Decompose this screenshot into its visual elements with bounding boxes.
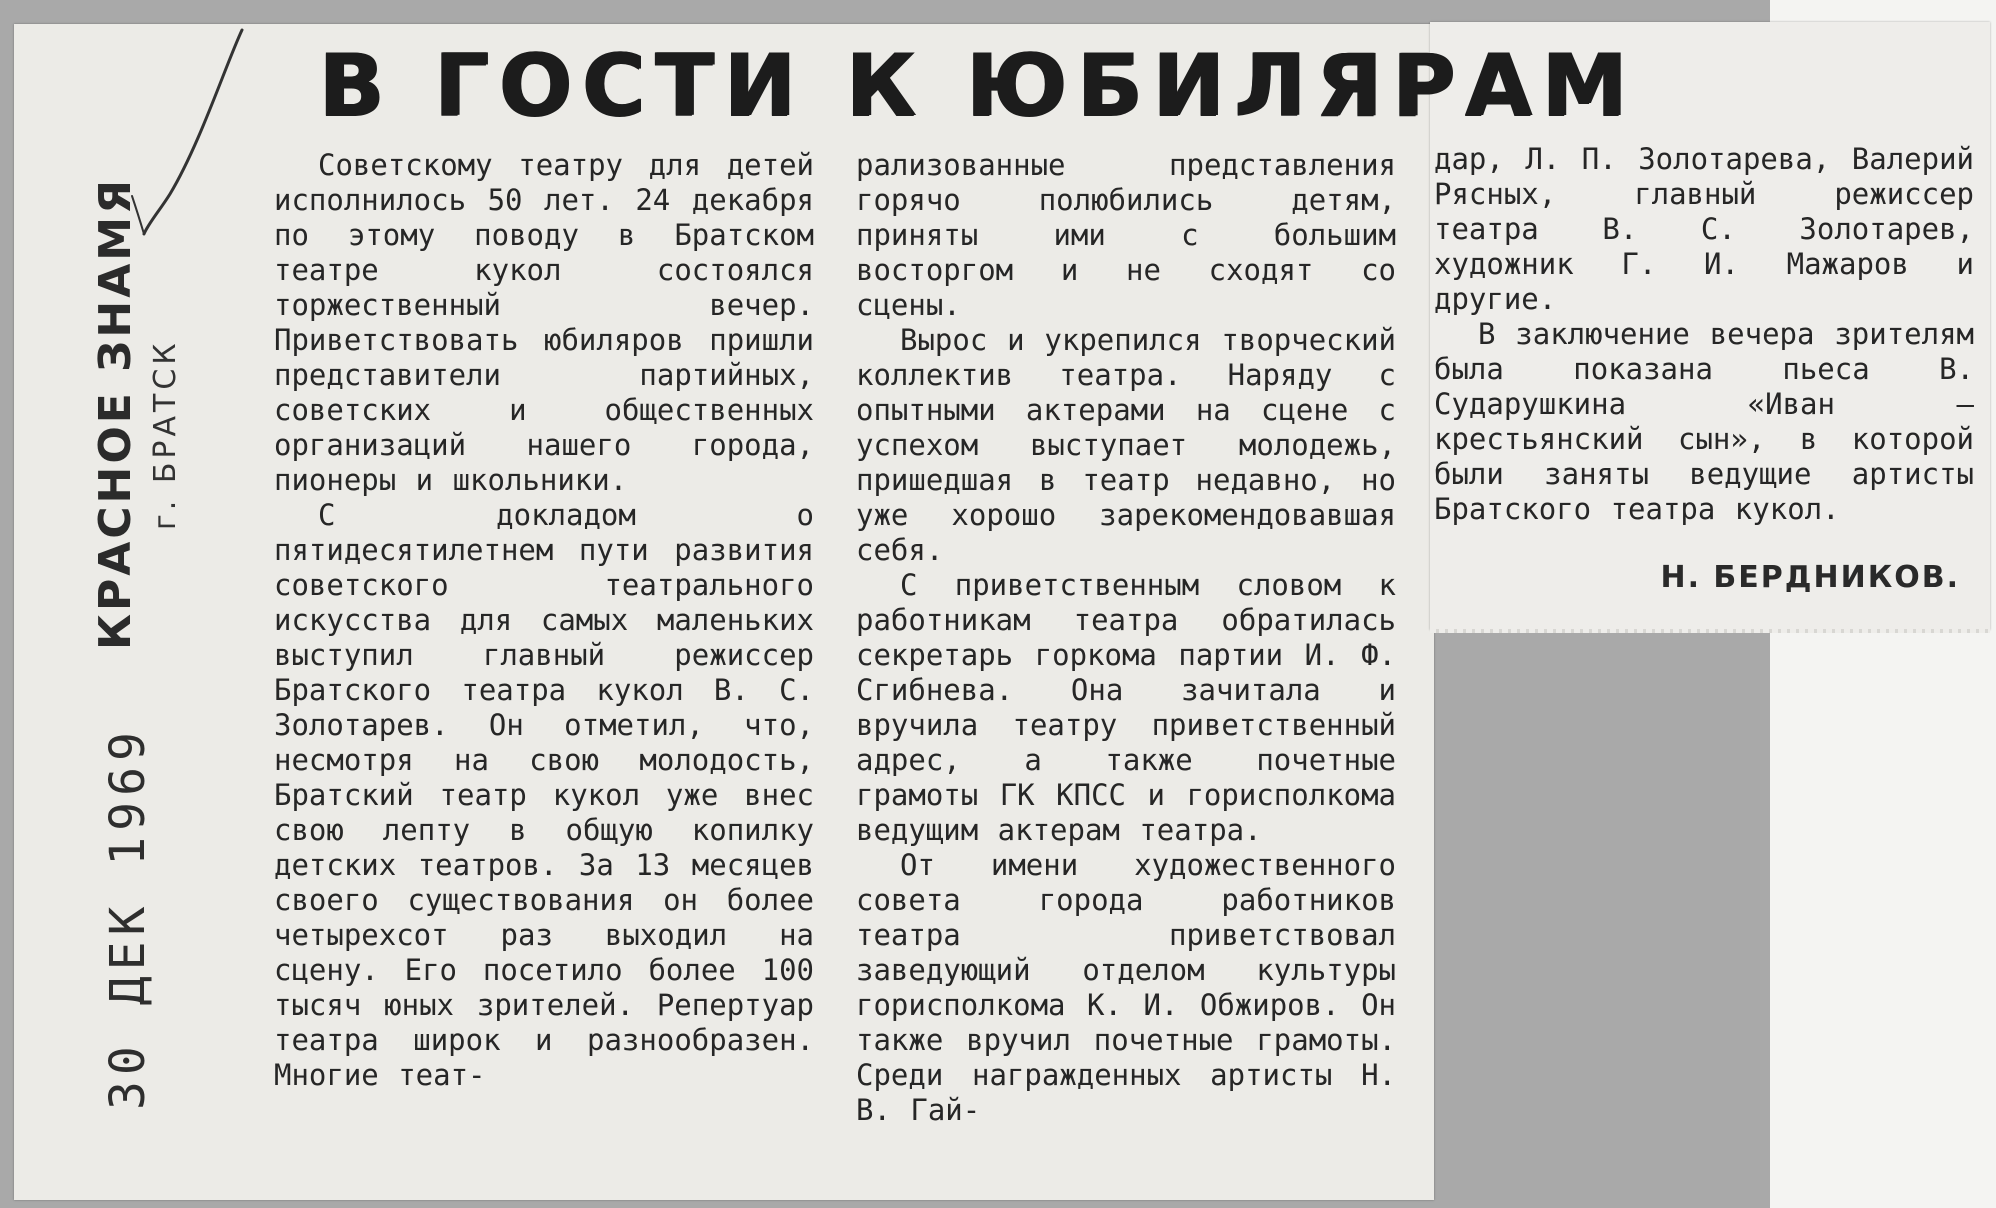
article-column-1 [274, 148, 814, 1093]
date-stamp: 30 ДЕК 1969 [100, 726, 156, 1110]
paragraph: Советскому театру для детей исполнилось 50 лет. 24 декабря по этому поводу в Братском театре кукол состоялся торжественный вечер. Приветствовать юбиляров пришли представители партийных, советских и общественных организаций нашего города, пионеры и школьники. [274, 148, 814, 497]
article-column-2 [856, 148, 1396, 1128]
newspaper-name-stamp: КРАСНОЕ ЗНАМЯ [90, 177, 141, 650]
paragraph: С приветственным словом к работникам театра обратилась секретарь горкома партии И. Ф. Сгибнева. Она зачитала и вручила театру приветственный адрес, а также почетные грамоты ГК КПСС и горисполкома ведущим актерам театра. [856, 568, 1396, 847]
city-stamp: г. БРАТСК [148, 339, 183, 530]
paragraph: С докладом о пятидесятилетнем пути развития советского театрального искусства для самых маленьких выступил главный режиссер Братского театра кукол В. С. Золотарев. Он отметил, что, несмотря на свою молодость, Братский театр кукол уже внес свою лепту в общую копилку детских театров. За 13 месяцев своего существования он более четырехсот раз выходил на сцену. Его посетило более 100 тысяч юных зрителей. Репертуар театра широк и разнообразен. Многие теат- [274, 498, 814, 1092]
paragraph: Вырос и укрепился творческий коллектив театра. Наряду с опытными актерами на сцене с успехом выступает молодежь, пришедшая в театр недавно, но уже хорошо зарекомендовавшая себя. [856, 323, 1396, 567]
paragraph: дар, Л. П. Золотарева, Валерий Рясных, главный режиссер театра В. С. Золотарев, художник Г. И. Мажаров и другие. [1434, 142, 1974, 316]
paragraph: От имени художественного совета города работников театра приветствовал заведующий отделом культуры горисполкома К. И. Обжиров. Он также вручил почетные грамоты. Среди награжденных артисты Н. В. Гай- [856, 848, 1396, 1127]
article-column-3 [1434, 142, 1974, 527]
paragraph: В заключение вечера зрителям была показана пьеса В. Сударушкина «Иван — крестьянский сын», в которой были заняты ведущие артисты Братского театра кукол. [1434, 317, 1974, 526]
pencil-checkmark [130, 24, 250, 244]
paragraph: рализованные представления горячо полюбились детям, приняты ими с большим восторгом и не сходят со сцены. [856, 148, 1396, 322]
article-headline: В ГОСТИ К ЮБИЛЯРАМ [318, 36, 1637, 136]
author-byline: Н. БЕРДНИКОВ. [1660, 560, 1960, 595]
